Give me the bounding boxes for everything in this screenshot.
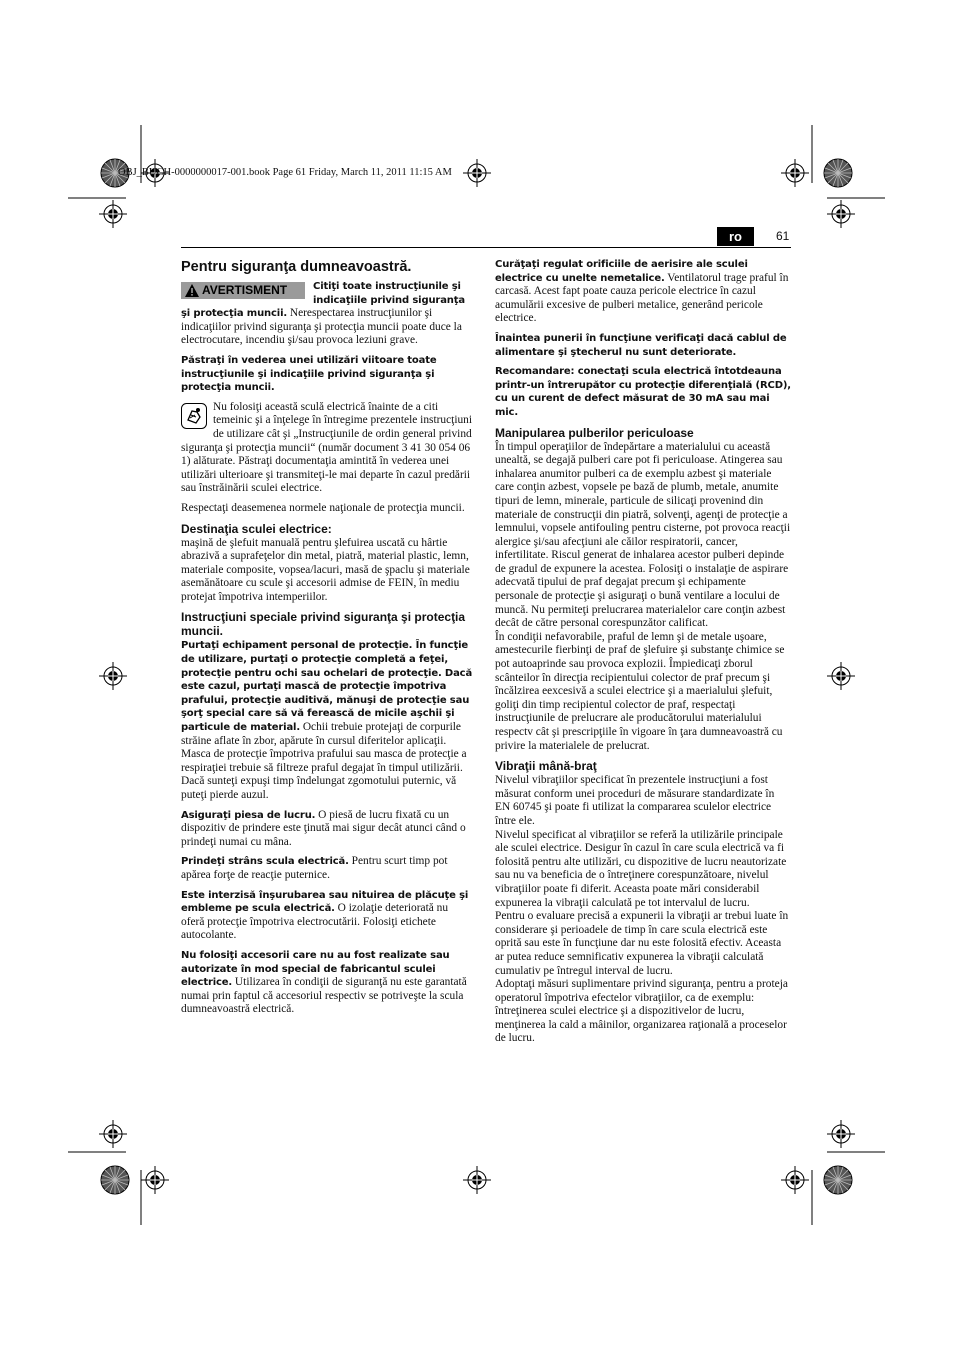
- warning-text: Nerespectarea instrucţiunilor şi indicaţiilor privind siguranţa şi protecţia muncii poate duce la electrocutare, incendiu şi/sau provoca leziuni grave.: [181, 307, 462, 347]
- hold-tool-bold: Prindeţi strâns scula electrică.: [181, 856, 349, 868]
- rcd-recommendation: Recomandare: conectaţi scula electrică întotdeauna printr-un întrerupător cu protecţie diferenţială (RCD), cu un curent de defect măsurat de 30 mA sau mai mic.: [495, 366, 791, 418]
- vibration-heading: Vibraţii mână-braţ: [495, 759, 597, 774]
- warning-triangle-icon: [185, 284, 199, 297]
- accessories-text: Utilizarea în condiţii de siguranţă nu este garantată numai prin faptul că accesoriul respectiv se potriveşte la scula dumneavoastră electrică.: [181, 976, 467, 1016]
- clean-vents-text: Ventilatorul trage praful în carcasă. Acest fapt poate cauza pericole electrice în cazul acumulării excesive de pulberi metalice, generând pericole electrice.: [495, 271, 789, 325]
- accessories-bold: Nu folosiţi accesorii care nu au fost realizate sau autorizate în mod special de fabricantul sculei electrice.: [181, 949, 450, 989]
- read-manual-icon: [181, 403, 207, 429]
- vibration-text-4: Adoptaţi măsuri suplimentare privind siguranţa, pentru a proteja operatorul împotriva efectelor vibraţiilor, ca de exemplu: întreţinerea sculei electrice şi a dispozitivelor de lucru, menţinerea la cald a mâinilor, organizarea raţională a proceselor de lucru.: [495, 978, 788, 1045]
- keep-instructions: Păstraţi în vederea unei utilizări viitoare toate instrucţiunile şi indicaţiile privind siguranţa şi protecţia muncii.: [181, 354, 437, 394]
- hold-tool-text: Pentru scurt timp pot apărea forţe de reacţie puternice.: [181, 855, 448, 881]
- destination-heading: Destinaţia sculei electrice:: [181, 521, 332, 536]
- dust-text-2: În condiţii nefavorabile, praful de lemn şi de metale uşoare, amestecurile fierbinţi de praf de şlefuire şi substanţe chimice se pot autoaprinde sau provoca explozii. Împiedicaţi zborul scânteilor în direcţia recipientului colector de praf precum şi încălzirea eexcesivă a sculei electrice şi a maerialului şlefuit, goliţi din timp recipientul colector de praf, respectaţi instrucţiunile de prelucrare ale producătorului materialului respectv cât şi prescripţiile în vigoare în ţara dumneavoastră cu privire la materialele de prelucrat.: [495, 630, 785, 752]
- warning-paragraph: [181, 280, 474, 348]
- dust-text-1: În timpul operaţiilor de îndepărtare a materialului cu această unealtă, se degajă pulberi care pot fi periculoase. Atingerea sau inhalarea anumitor pulberi ca de exemplu azbest şi materiale care conţin azbest, vopsele pe bază de plumb, metale, anumite tipuri de lemn, minerale, particule de silicaţi provenind din materiale de construcţii din piatră, solvenţi, agenţi de protecţie a lemnului, vopsele antifouling pentru cisterne, pot provoca reacţii alergice şi/sau afecţiuni ale căilor respiratorii, cancer, infertilitate. Riscul generat de inhalarea acestor pulberi depinde de gradul de expunere la acestea. Folosiţi o instalaţie de aspirare adecvată tipului de praf degajat precum şi echipamente personale de protecţie şi asiguraţi o bună ventilare a locului de muncă. Nu permiteţi prelucrarea materialelor care conţin azbest decât de către personal corespunzător calificat.: [495, 440, 791, 630]
- left-column: [181, 258, 474, 1023]
- secure-workpiece-bold: Asiguraţi piesa de lucru.: [181, 809, 316, 821]
- hold-tool: [181, 855, 474, 882]
- national-norms: Respectaţi deasemenea normele naţionale de protecţia muncii.: [181, 501, 465, 514]
- clean-vents: [495, 258, 791, 326]
- section-title: Pentru siguranţa dumneavoastră.: [181, 259, 412, 275]
- dust-heading: Manipularea pulberilor periculoase: [495, 425, 694, 440]
- vibration-text-3: Pentru o evaluare precisă a expunerii la vibraţii ar trebui luate în considerare şi perioadele de timp în care scula electrică este oprită sau este în funcţiune dar nu este folosită efectiv. Aceasta ar putea reduce semnificativ expunerea la vibraţii calculată cumulativ pe întregul interval de lucru.: [495, 910, 789, 977]
- header-rule: [181, 247, 791, 248]
- protective-equipment-bold: Purtaţi echipament personal de protecţie. În funcţie de utilizare, purtaţi o protecţie completă a feţei, protecţie pentru ochi sau ochelari de protecţie. Dacă este cazul, purtaţi mască de protecţie împotriva prafului, protecţie auditivă, mănuşi de protecţie sau şorţ special care să vă ferească de micile aşchii şi particule de material.: [181, 640, 473, 734]
- read-manual-text: Nu folosiţi această sculă electrică înainte de a citi temeinic şi a înţelege în întregime prezentele instrucţiuni de utilizare cât şi „Instrucţiunile de ordin general privind siguranţa şi protecţia muncii“ (număr document 3 41 30 054 06 1) alăturate. Păstraţi documentaţia amintită în vederea unei utilizări ulterioare şi transmiteţi-le mai departe în cazul predării sau înstrăinării sculei electrice.: [181, 400, 473, 495]
- no-screws-bold: Este interzisă înşurubarea sau nituirea de plăcuţe şi embleme pe scula electrică.: [181, 889, 469, 915]
- vibration-text-2: Nivelul specificat al vibraţiilor se referă la utilizările principale ale sculei electrice. Desigur în cazul în care scula electrică va fi folosită pentru alte utilizări, cu dispozitive de lucru neautorizate sau nu va beneficia de o întreţinere corespunzătoare, nivelul vibraţiilor poate fi diferit. Aceasta poate mări considerabil expunerea la vibraţii calculată pe tot intervalul de lucru.: [495, 828, 787, 909]
- language-tab: ro: [717, 227, 754, 246]
- warning-bold: Citiţi toate instrucţiunile şi indicaţiile privind siguranţa şi protecţia muncii.: [181, 281, 465, 320]
- warning-badge: [181, 282, 305, 299]
- protective-equipment: [181, 639, 474, 802]
- print-slug: OBJ_BUCH-0000000017-001.book Page 61 Friday, March 11, 2011 11:15 AM: [118, 167, 452, 178]
- secure-workpiece: [181, 809, 474, 850]
- special-instructions-heading: Instrucţiuni speciale privind siguranţa şi protecţia muncii.: [181, 610, 466, 639]
- secure-workpiece-text: O piesă de lucru fixată cu un dispozitiv de prindere este ţinută mai sigur decât atunci când o prindeţi numai cu mâna.: [181, 808, 466, 848]
- vibration-text-1: Nivelul vibraţiilor specificat în prezentele instrucţiuni a fost măsurat conform unei proceduri de măsurare standardizate în EN 60745 şi poate fi utilizat la compararea sculelor electrice între ele.: [495, 774, 775, 827]
- clean-vents-bold: Curăţaţi regulat orificiile de aerisire ale sculei electrice cu unelte nemetalice.: [495, 259, 748, 284]
- check-cable: Înaintea punerii în funcţiune verificaţi dacă cablul de alimentare şi ştecherul nu sunt deteriorate.: [495, 332, 787, 358]
- warning-badge-label: AVERTISMENT: [202, 283, 288, 297]
- page-number: 61: [776, 229, 790, 243]
- accessories: [181, 949, 474, 1017]
- read-manual-paragraph: [181, 401, 474, 496]
- right-column: [495, 258, 791, 1046]
- protective-equipment-text: Ochii trebuie protejaţi de corpurile străine aflate în zbor, apărute în cursul diferitelor aplicaţii. Masca de protecţie împotriva prafului sau masca de protecţie a respiraţiei trebuie să filtreze praful degajat în timpul utilizării. Dacă sunteţi expuşi timp îndelungat zgomotului puternic, vă puteţi pierde auzul.: [181, 721, 467, 801]
- no-screws-text: O izolaţie deteriorată nu oferă protecţie împotriva electrocutării. Folosiţi etichete autocolante.: [181, 902, 449, 942]
- destination-text: maşină de şlefuit manuală pentru şlefuirea uscată cu hârtie abrazivă a suprafeţelor din metal, piatră, material plastic, lemn, materiale composite, vopsea/lacuri, masă de şpaclu şi materiale asemănătoare cu scule şi accesorii admise de FEIN, în mediu protejat împotriva intemperiilor.: [181, 536, 470, 603]
- no-screws: [181, 889, 474, 943]
